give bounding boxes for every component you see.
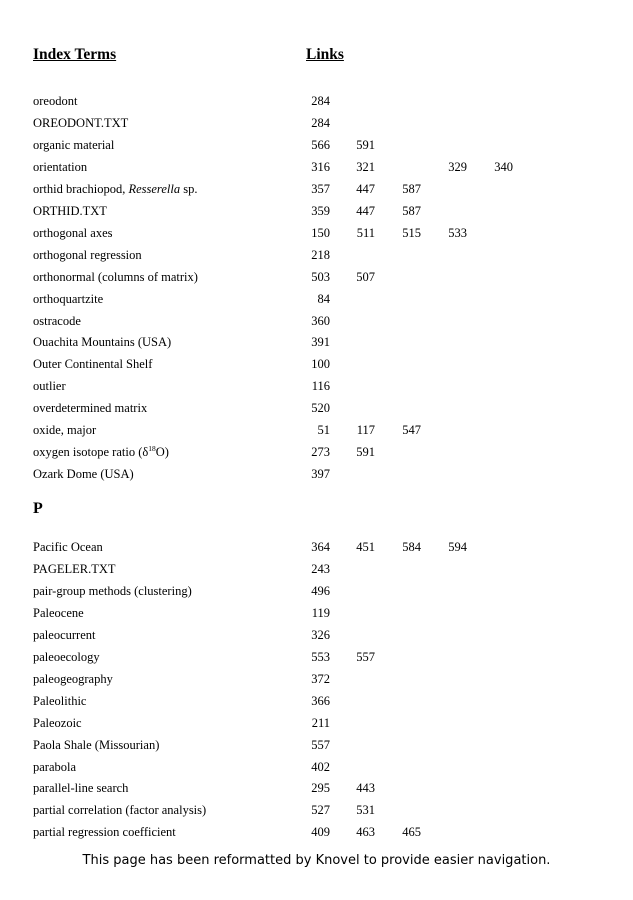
index-entry-row — [0, 335, 633, 355]
index-term-suffix: O) — [155, 445, 169, 460]
page-link[interactable]: 372 — [311, 671, 330, 686]
index-entry-row — [0, 314, 633, 334]
index-term — [33, 672, 113, 687]
page-link[interactable]: 326 — [311, 627, 330, 642]
page-link[interactable]: 511 — [356, 225, 375, 240]
index-entry-row — [0, 226, 633, 246]
page-link[interactable]: 520 — [311, 401, 330, 416]
index-entry-row — [0, 650, 633, 670]
index-term — [33, 825, 176, 840]
page-link[interactable]: 84 — [317, 291, 330, 306]
page-link[interactable]: 451 — [356, 540, 375, 554]
index-term-text: paleocurrent — [33, 627, 96, 642]
index-entry-row — [0, 825, 633, 845]
index-term-text: orthogonal axes — [33, 225, 113, 240]
page-link[interactable]: 447 — [356, 203, 375, 218]
index-entry-row — [0, 716, 633, 736]
page-link[interactable]: 391 — [311, 335, 330, 350]
page-link[interactable]: 533 — [448, 225, 467, 240]
page-link[interactable]: 447 — [356, 181, 375, 196]
page-link[interactable]: 465 — [402, 825, 421, 840]
index-entry-row — [0, 182, 633, 202]
index-term-text: orthoquartzite — [33, 291, 104, 306]
index-entry-row — [0, 606, 633, 626]
index-entry-row — [0, 540, 633, 560]
index-term-text: orthonormal (columns of matrix) — [33, 269, 198, 284]
index-term — [33, 314, 81, 329]
index-term — [33, 248, 142, 263]
index-entry-row — [0, 270, 633, 290]
index-entry-row — [0, 694, 633, 714]
page-link[interactable]: 360 — [311, 313, 330, 328]
page-link[interactable]: 547 — [402, 423, 421, 438]
index-term — [33, 182, 197, 197]
index-term — [33, 781, 128, 796]
index-term — [33, 606, 84, 621]
index-term-text: overdetermined matrix — [33, 401, 148, 416]
index-term — [33, 292, 103, 307]
index-entry-row — [0, 445, 633, 465]
index-term — [33, 116, 128, 131]
index-entry-row — [0, 379, 633, 399]
page-link[interactable]: 357 — [311, 181, 330, 196]
index-entry-row — [0, 672, 633, 692]
index-term-text: Paleozoic — [33, 715, 82, 730]
index-entry-row — [0, 94, 633, 114]
index-entry-row — [0, 562, 633, 582]
page-link[interactable]: 507 — [356, 269, 375, 284]
index-entry-row — [0, 160, 633, 180]
page-link[interactable]: 557 — [356, 649, 375, 664]
page-link[interactable]: 496 — [311, 583, 330, 598]
page-link[interactable]: 409 — [311, 825, 330, 840]
page-link[interactable]: 463 — [356, 825, 375, 840]
index-term-text: ORTHID.TXT — [33, 203, 107, 218]
page-link[interactable]: 366 — [311, 693, 330, 708]
page-link[interactable]: 116 — [311, 379, 330, 394]
index-term-text: oreodont — [33, 94, 78, 108]
index-term-text: ostracode — [33, 313, 81, 328]
page-link[interactable]: 557 — [311, 737, 330, 752]
index-term-text: OREODONT.TXT — [33, 115, 129, 130]
page-link[interactable]: 321 — [356, 159, 375, 174]
page-link[interactable]: 553 — [311, 649, 330, 664]
index-term — [33, 379, 66, 394]
index-term-text: orthogonal regression — [33, 247, 142, 262]
page-link[interactable]: 527 — [311, 803, 330, 818]
index-term-text: paleoecology — [33, 649, 100, 664]
section-p-heading: P — [33, 500, 43, 517]
index-term-text: oxygen isotope ratio (δ — [33, 445, 149, 460]
index-term — [33, 803, 206, 818]
index-term-text: Pacific Ocean — [33, 540, 103, 554]
page-link[interactable]: 515 — [402, 225, 421, 240]
page-link[interactable]: 273 — [311, 445, 330, 460]
page-link[interactable]: 284 — [311, 115, 330, 130]
page-link[interactable]: 284 — [311, 94, 330, 108]
index-term-text: orthid brachiopod, — [33, 181, 129, 196]
index-entry-row — [0, 292, 633, 312]
index-entry-row — [0, 423, 633, 443]
index-term — [33, 562, 116, 577]
index-term — [33, 650, 100, 665]
index-entry-row — [0, 116, 633, 136]
page-link[interactable]: 364 — [311, 540, 330, 554]
page-link[interactable]: 340 — [494, 159, 513, 174]
index-term — [33, 584, 192, 599]
index-term-text: Paleocene — [33, 605, 84, 620]
index-term — [33, 270, 198, 285]
page-link[interactable]: 295 — [311, 781, 330, 796]
index-entry-row — [0, 248, 633, 268]
index-term — [33, 760, 76, 775]
page-link[interactable]: 100 — [311, 357, 330, 372]
page-link[interactable]: 359 — [311, 203, 330, 218]
page-link[interactable]: 150 — [311, 225, 330, 240]
index-term — [33, 226, 113, 241]
page-link[interactable]: 503 — [311, 269, 330, 284]
index-term-text: Paleolithic — [33, 693, 87, 708]
page-link[interactable]: 591 — [356, 137, 375, 152]
page-link[interactable]: 531 — [356, 803, 375, 818]
index-term — [33, 401, 147, 416]
page-link[interactable]: 117 — [356, 423, 375, 438]
index-term-text: PAGELER.TXT — [33, 561, 116, 576]
index-term — [33, 204, 107, 219]
index-term — [33, 716, 82, 731]
links-heading: Links — [306, 46, 344, 63]
index-term-text: paleogeography — [33, 671, 113, 686]
index-term-text: parallel-line search — [33, 781, 129, 796]
index-term-text: partial correlation (factor analysis) — [33, 803, 207, 818]
index-term — [33, 335, 171, 350]
index-entry-row — [0, 401, 633, 421]
index-entry-row — [0, 738, 633, 758]
index-entry-row — [0, 584, 633, 604]
index-entry-row — [0, 467, 633, 487]
index-term — [33, 160, 87, 175]
page-link[interactable]: 119 — [311, 605, 330, 620]
page-link[interactable]: 443 — [356, 781, 375, 796]
index-entry-row — [0, 628, 633, 648]
index-term-text: Outer Continental Shelf — [33, 357, 153, 372]
page-link[interactable]: 566 — [311, 137, 330, 152]
index-term-text: Ozark Dome (USA) — [33, 467, 134, 482]
index-entry-row — [0, 760, 633, 780]
index-term — [33, 628, 95, 643]
page-link[interactable]: 218 — [311, 247, 330, 262]
index-term-text: oxide, major — [33, 423, 97, 438]
index-term-text: parabola — [33, 759, 77, 774]
page-link[interactable]: 243 — [311, 561, 330, 576]
index-term — [33, 738, 159, 753]
index-term — [33, 540, 103, 555]
page-link[interactable]: 591 — [356, 445, 375, 460]
knovel-footer-note: This page has been reformatted by Knovel to provide easier navigation. — [82, 853, 551, 868]
index-term-text: orientation — [33, 159, 88, 174]
index-term-text: organic material — [33, 137, 115, 152]
index-term-suffix: sp. — [180, 181, 198, 196]
index-term-text: outlier — [33, 379, 66, 394]
index-term — [33, 694, 86, 709]
page-link[interactable]: 397 — [311, 467, 330, 482]
index-term-text: Ouachita Mountains (USA) — [33, 335, 172, 350]
index-term — [33, 445, 169, 460]
index-entry-row — [0, 781, 633, 801]
page-link[interactable]: 329 — [448, 159, 467, 174]
index-term — [33, 357, 152, 372]
page-link[interactable]: 51 — [317, 423, 330, 438]
index-terms-heading: Index Terms — [33, 46, 117, 63]
page-link[interactable]: 584 — [402, 540, 421, 554]
index-entry-row — [0, 803, 633, 823]
index-term-text: pair-group methods (clustering) — [33, 583, 192, 598]
index-term — [33, 467, 134, 482]
page-link[interactable]: 402 — [311, 759, 330, 774]
index-entry-row — [0, 204, 633, 224]
page-link[interactable]: 587 — [402, 203, 421, 218]
page-link[interactable]: 587 — [402, 181, 421, 196]
page-link[interactable]: 594 — [448, 540, 467, 554]
index-term-text: partial regression coefficient — [33, 825, 176, 840]
index-entry-row — [0, 138, 633, 158]
index-term-superscript: 18 — [148, 444, 156, 454]
index-term — [33, 138, 114, 153]
index-term-italic: Resserella — [128, 181, 181, 196]
index-term-text: Paola Shale (Missourian) — [33, 737, 160, 752]
page-link[interactable]: 316 — [311, 159, 330, 174]
index-term — [33, 94, 77, 109]
page-link[interactable]: 211 — [311, 715, 330, 730]
index-entry-row — [0, 357, 633, 377]
index-term — [33, 423, 96, 438]
